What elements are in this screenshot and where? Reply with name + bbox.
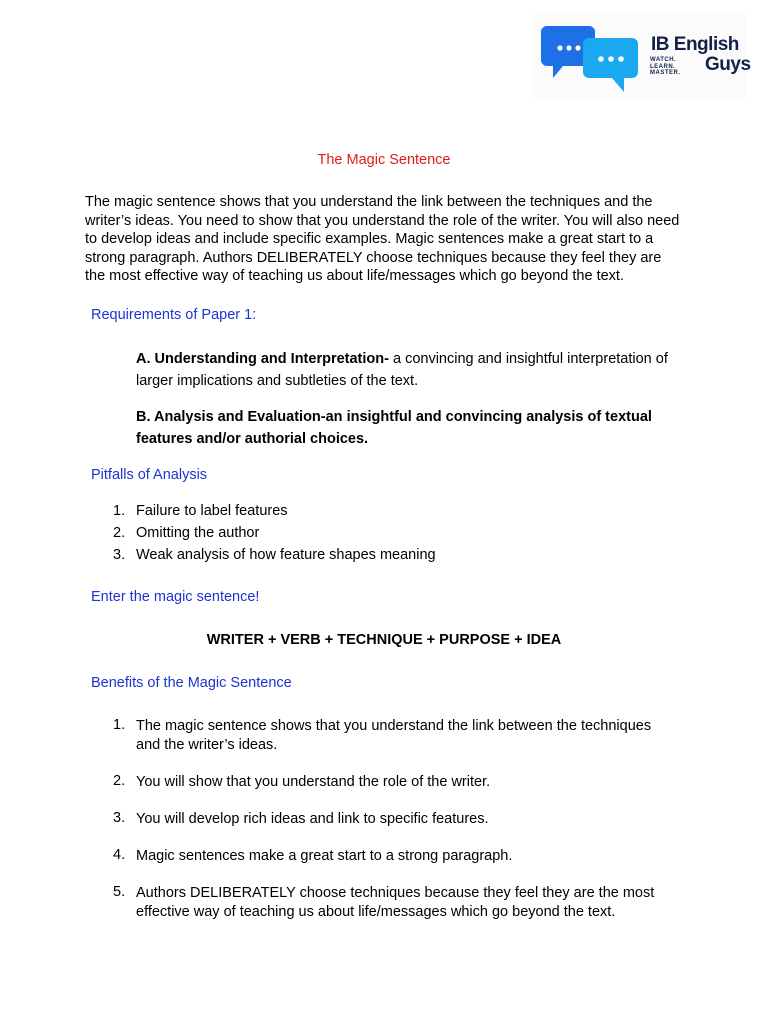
requirements-heading: Requirements of Paper 1: bbox=[91, 307, 257, 323]
logo-title-guys: Guys bbox=[705, 54, 751, 75]
logo-title: IB English bbox=[651, 34, 739, 55]
list-text: The magic sentence shows that you understand the link between the techniques and the writer’s ideas. bbox=[136, 718, 652, 753]
list-number: 3. bbox=[113, 810, 126, 826]
brand-logo bbox=[533, 14, 751, 98]
formula: WRITER + VERB + TECHNIQUE + PURPOSE + IDEA bbox=[206, 632, 562, 648]
requirement-a bbox=[136, 348, 686, 392]
enter-heading: Enter the magic sentence! bbox=[91, 589, 260, 605]
page-title: The Magic Sentence bbox=[317, 152, 451, 168]
requirement-a-label: A. Understanding and Interpretation- bbox=[136, 351, 389, 367]
list-text: You will show that you understand the role of the writer. bbox=[136, 774, 491, 790]
requirement-a-text: a convincing and insightful interpretation of larger implications and subtleties of the text. bbox=[136, 351, 668, 389]
list-number: 5. bbox=[113, 884, 126, 900]
list-number: 1. bbox=[113, 717, 126, 733]
list-number: 2. bbox=[113, 773, 126, 789]
pitfalls-heading: Pitfalls of Analysis bbox=[91, 467, 208, 483]
list-number: 2. bbox=[113, 525, 126, 541]
requirement-b: B. Analysis and Evaluation-an insightful and convincing analysis of textual features and/or authorial choices. bbox=[136, 409, 652, 447]
list-number: 4. bbox=[113, 847, 126, 863]
logo-tagline: WATCH. LEARN. MASTER. bbox=[650, 57, 681, 76]
list-text: You will develop rich ideas and link to specific features. bbox=[136, 811, 489, 827]
list-text: Magic sentences make a great start to a strong paragraph. bbox=[136, 848, 513, 864]
list-text: Omitting the author bbox=[136, 525, 260, 541]
list-number: 1. bbox=[113, 503, 126, 519]
benefits-heading: Benefits of the Magic Sentence bbox=[91, 675, 292, 691]
list-text: Authors DELIBERATELY choose techniques because they feel they are the most effective way of teaching us about life/messages which go beyond the text. bbox=[136, 885, 655, 920]
list-text: Weak analysis of how feature shapes meaning bbox=[136, 547, 436, 563]
list-text: Failure to label features bbox=[136, 503, 288, 519]
list-number: 3. bbox=[113, 547, 126, 563]
intro-paragraph: The magic sentence shows that you understand the link between the techniques and the writer’s ideas. You need to show that you understand the role of the writer. You will also need to develop ideas and include specific examples. Magic sentences make a great start to a strong paragraph. Authors DELIBERATELY choose techniques because they feel they are the most effective way of teaching us about life/messages which go beyond the text. bbox=[85, 194, 680, 285]
chat-bubbles-icon bbox=[533, 14, 643, 98]
